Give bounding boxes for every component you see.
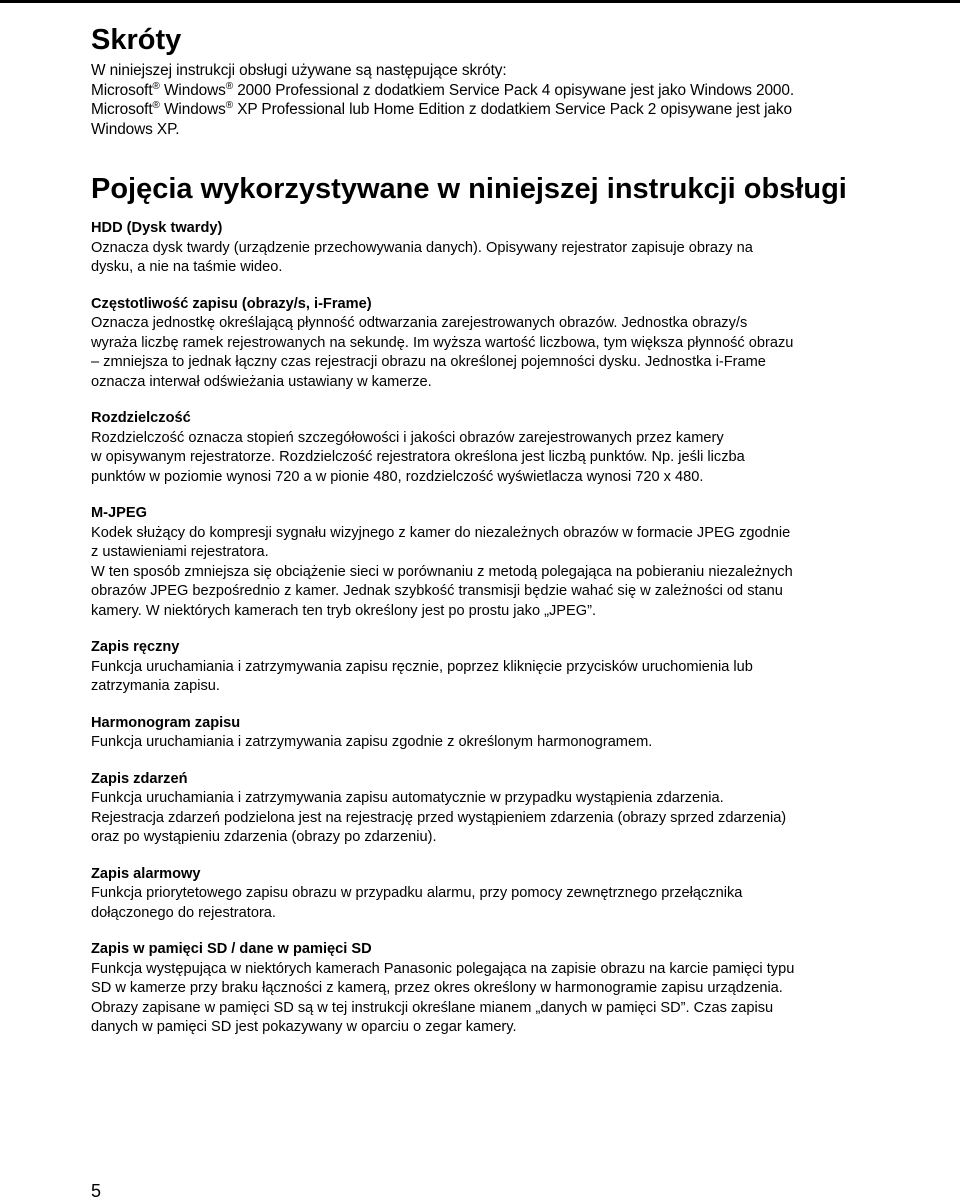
term-description [91,314,881,392]
term-title: HDD (Dysk twardy) [91,220,223,236]
term-description-line: obrazów JPEG bezpośrednio z kamer. Jednak szybkość transmisji będzie wahać się w zależności od stanu [91,583,783,599]
term-title: Częstotliwość zapisu (obrazy/s, i-Frame) [91,295,372,312]
intro-line [91,81,881,101]
registered-mark: ® [152,80,160,92]
intro-text: Microsoft [91,101,153,118]
term-description [91,884,881,923]
term-definition [91,865,881,924]
term-description-line: Kodek służący do kompresji sygnału wizyjnego z kamer do niezależnych obrazów w formacie JPEG zgodnie [91,524,791,541]
term-description-line: Oznacza dysk twardy (urządzenie przechowywania danych). Opisywany rejestrator zapisuje obrazy na [91,239,753,256]
term-definition [91,219,881,278]
term-description-line: punktów w poziomie wynosi 720 a w pionie 480, rozdzielczość wyświetlacza wynosi 720 x 480. [91,468,704,485]
term-description-line: W ten sposób zmniejsza się obciążenie sieci w porównaniu z metodą polegająca na pobieraniu niezależnych [91,563,793,580]
term-definition [91,770,881,848]
term-description-line: kamery. W niektórych kamerach ten tryb określony jest po prostu jako „JPEG”. [91,602,597,619]
term-title: Zapis alarmowy [91,865,201,882]
term-description [91,658,881,697]
term-description-line: Rejestracja zdarzeń podzielona jest na rejestrację przed wystąpieniem zdarzenia (obrazy sprzed zdarzenia) [91,809,787,826]
term-description-line: danych w pamięci SD jest pokazywany w oparciu o zegar kamery. [91,1019,517,1035]
term-description-line: Obrazy zapisane w pamięci SD są w tej instrukcji określane mianem „danych w pamięci SD”. Czas zapisu [91,999,774,1016]
term-description-line: – zmniejsza to jednak łączny czas rejestracji obrazu na określonej pojemności dysku. Jednostka i-Frame [91,354,766,370]
term-description-line: z ustawieniami rejestratora. [91,544,269,560]
term-description [91,239,881,278]
term-description-line: Funkcja uruchamiania i zatrzymywania zapisu automatycznie w przypadku wystąpienia zdarzenia. [91,790,724,806]
page-number: 5 [91,1181,102,1201]
intro-text: Microsoft [91,81,153,99]
term-definition [91,409,881,487]
term-description-line: Funkcja uruchamiania i zatrzymywania zapisu zgodnie z określonym harmonogramem. [91,734,653,750]
term-description [91,960,881,1038]
term-definition [91,714,881,753]
term-description-line: dysku, a nie na taśmie wideo. [91,259,283,275]
registered-mark: ® [225,80,234,92]
term-description-line: wyraża liczbę ramek rejestrowanych na sekundę. Im wyższa wartość liczbowa, tym większa płynność obrazu [91,334,794,351]
term-definition [91,295,881,393]
intro-text: Windows [159,101,226,118]
term-definition [91,638,881,697]
term-description-line: Funkcja uruchamiania i zatrzymywania zapisu ręcznie, poprzez kliknięcie przycisków uruchomienia lub [91,658,753,675]
intro-line [91,61,881,81]
registered-mark: ® [152,100,160,111]
top-rule [0,0,960,3]
term-description-line: SD w kamerze przy braku łączności z kamerą, przez okres określony w harmonogramie zapisu urządzenia. [91,980,783,996]
term-description-line: Funkcja występująca w niektórych kamerach Panasonic polegająca na zapisie obrazu na karcie pamięci typu [91,960,795,977]
term-description-line: Oznacza jednostkę określającą płynność odtwarzania zarejestrowanych obrazów. Jednostka obrazy/s [91,315,748,331]
term-title: Harmonogram zapisu [91,714,241,731]
term-description [91,429,881,488]
intro-line [91,120,881,140]
intro-text: W niniejszej instrukcji obsługi używane są następujące skróty: [91,62,507,79]
intro-text: Windows [159,81,226,99]
term-description [91,733,881,753]
terms-heading: Pojęcia wykorzystywane w niniejszej instrukcji obsługi [91,173,847,205]
term-title: Zapis zdarzeń [91,770,188,787]
term-title: Zapis ręczny [91,639,180,655]
term-title: Zapis w pamięci SD / dane w pamięci SD [91,941,372,957]
term-definition [91,504,881,621]
term-description [91,524,881,622]
term-title: M-JPEG [91,505,147,521]
abbreviations-heading: Skróty [91,24,182,56]
term-description-line: Rozdzielczość oznacza stopień szczegółowości i jakości obrazów zarejestrowanych przez kamery [91,429,724,446]
term-description-line: oraz po wystąpieniu zdarzenia (obrazy po zdarzeniu). [91,829,437,845]
term-description-line: oznacza interwał odświeżania ustawiany w kamerze. [91,373,432,390]
term-description-line: zatrzymania zapisu. [91,678,220,694]
intro-text: XP Professional lub Home Edition z dodatkiem Service Pack 2 opisywane jest jako [233,101,792,118]
intro-text: Windows XP. [91,120,180,138]
abbreviations-paragraph [91,61,881,139]
term-title: Rozdzielczość [91,410,191,426]
page-content [91,22,881,1038]
terms-list [91,219,881,1038]
term-description-line: Funkcja priorytetowego zapisu obrazu w przypadku alarmu, przy pomocy zewnętrznego przełącznika [91,885,743,901]
term-definition [91,940,881,1038]
registered-mark: ® [225,100,234,111]
term-description [91,789,881,848]
term-description-line: w opisywanym rejestratorze. Rozdzielczość rejestratora określona jest liczbą punktów. Np. jeśli liczba [91,449,745,465]
intro-line [91,100,881,120]
term-description-line: dołączonego do rejestratora. [91,904,276,921]
intro-text: 2000 Professional z dodatkiem Service Pack 4 opisywane jest jako Windows 2000. [233,81,795,99]
